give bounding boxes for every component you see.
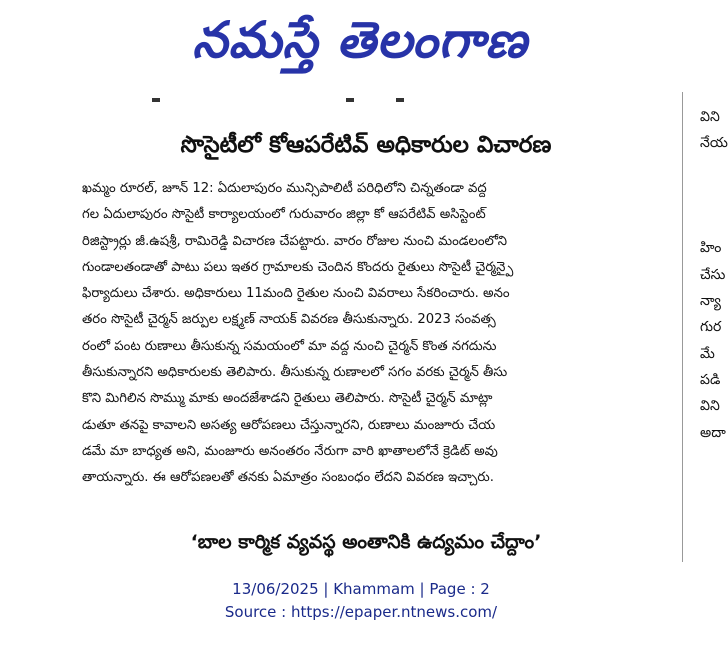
date-edition-page: 13/06/2025 | Khammam | Page : 2 — [232, 580, 490, 598]
newspaper-logo: నమస్తే తెలంగాణ — [192, 11, 528, 69]
article-line: తరం సొసైటీ చైర్మన్ జర్పుల లక్ష్మణ్ నాయక్ వివరణ తీసుకున్నారు. 2023 సంవత్స — [82, 312, 496, 328]
article-line: కొని మిగిలిన సొమ్ము మాకు అందజేశాడని రైతులు తెలిపారు. సొసైటీ చైర్మన్ మాట్లా — [82, 391, 493, 407]
article-line: రిజిస్ట్రార్లు జీ.ఉషశ్రీ, రామిరెడ్డి విచారణ చేపట్టారు. వారం రోజుల నుంచి మండలంలోని — [82, 233, 508, 249]
fragment-line — [700, 157, 722, 183]
column-divider — [682, 92, 683, 562]
fragment-line: చేసు — [700, 266, 726, 283]
fragment-line: పడి — [700, 371, 721, 388]
article-line: గుండాలతండాతో పాటు పలు ఇతర గ్రామాలకు చెందిన కొందరు రైతులు సొసైటీ చైర్మన్పై — [82, 259, 514, 275]
article-line: ఫిర్యాదులు చేశారు. అధికారులు 11మంది రైతుల నుంచి వివరాలు సేకరించారు. అనం — [82, 286, 510, 302]
fragment-line: న్యా — [700, 293, 721, 310]
fragment-line: అదా — [700, 424, 726, 441]
fragment-line: విని — [700, 109, 720, 125]
adjacent-column-fragment — [700, 104, 728, 446]
fragment-line: హిం — [700, 240, 722, 257]
fragment-line: నేయ — [700, 135, 728, 152]
article-line: గల ఏదులాపురం సొసైటీ కార్యాలయంలో గురువారం జిల్లా కో ఆపరేటివ్ అసిస్టెంట్ — [82, 207, 486, 223]
fragment-line — [700, 209, 722, 235]
clipped-text-marks — [66, 98, 666, 104]
article-line: డుతూ తనపై కావాలని అసత్య ఆరోపణలు చేస్తున్నారని, రుణాలు మంజూరు చేయ — [82, 417, 496, 433]
fragment-line: గుర — [700, 319, 722, 336]
clipping-footer — [0, 578, 722, 624]
source-link[interactable]: Source : https://epaper.ntnews.com/ — [224, 603, 498, 621]
article-headline: సొసైటీలో కోఆపరేటివ్ అధికారుల విచారణ — [180, 132, 552, 158]
fragment-line: మే — [700, 345, 715, 362]
article-line: తాయన్నారు. ఈ ఆరోపణలతో తనకు ఏమాత్రం సంబంధం లేదని వివరణ ఇచ్చారు. — [82, 470, 494, 486]
article-line: ఖమ్మం రూరల్, జూన్ 12: ఏదులాపురం మున్సిపాలిటీ పరిధిలోని చిన్నతండా వద్ద — [82, 181, 487, 196]
fragment-line — [700, 183, 722, 209]
article-line: డమే మా బాధ్యత అని, మంజూరు అనంతరం నేరుగా వారి ఖాతాలలోనే క్రెడిట్ అవు — [82, 443, 498, 459]
masthead — [0, 0, 722, 92]
fragment-line: విని — [700, 398, 720, 415]
article-line: రంలో పంట రుణాలు తీసుకున్న సమయంలో మా వద్ద నుంచి చైర్మన్ కొంత నగదును — [82, 338, 497, 354]
article-line: తీసుకున్నారని అధికారులకు తెలిపారు. తీసుకున్న రుణాలలో సగం వరకు చైర్మన్ తీసు — [82, 365, 508, 381]
article-body — [82, 176, 660, 492]
next-article-headline: ‘బాల కార్మిక వ్యవస్థ అంతానికి ఉద్యమం చేద్దాం’ — [190, 531, 542, 553]
